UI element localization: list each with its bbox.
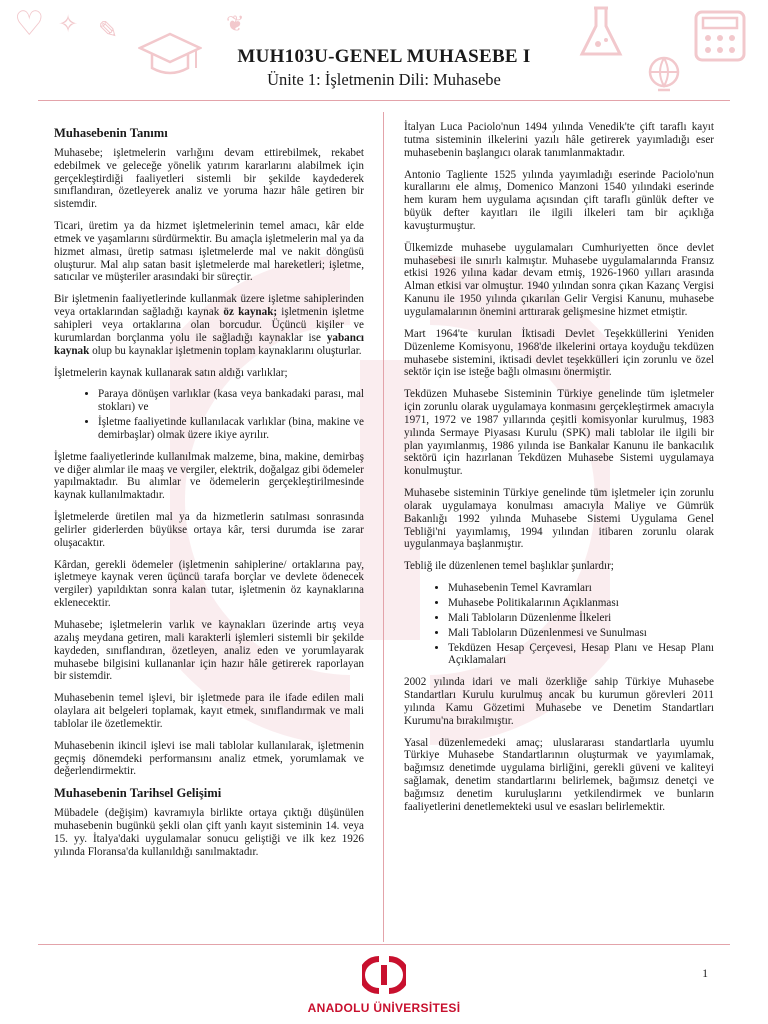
paragraph: Muhasebenin ikincil işlevi ise mali tablolar kullanılarak, işletmenin geçmiş dönemdeki performansını analiz etmek, yorumlamak ve değerlendirmektir. <box>54 739 364 778</box>
list-item: • Paraya dönüşen varlıklar (kasa veya bankadaki parası, mal stokları) ve <box>98 388 364 414</box>
paragraph: Ülkemizde muhasebe uygulamaları Cumhuriyetten önce devlet muhasebesi ile sınırlı kalmıştır. Muhasebe uygulamalarında Fransız etkisi 1926 yılına kadar devam etmiş, 1926-1960 yılları arasında Alman etkisi var olmuştur. 1940 yılından sonra çıkan Kazanç Vergisi Kanunu ile 1950 yılında çıkarılan Gelir Vergisi Kanunu, muhasebe uygulamalarının önemini arttırarak gelişmesine hizmet etmiştir. <box>404 241 714 318</box>
paragraph: Kârdan, gerekli ödemeler (işletmenin sahiplerine/ ortaklarına pay, işletmeye kaynak veren üçüncü tarafa borçlar ve devlete ödenecek vergiler) yapıldıktan sonra kalan tutar, işletmenin öz kaynaklarına eklenecektir. <box>54 558 364 610</box>
paragraph: 2002 yılında idari ve mali özerkliğe sahip Türkiye Muhasebe Standartları Kurulu kurulmuş ancak bu kurumun görevleri 2011 yılında Kamu Gözetimi Muhasebe ve Denetim Standartları Kurumu'na bırakılmıştır. <box>404 676 714 727</box>
list-item: • Muhasebe Politikalarının Açıklanması <box>448 597 714 610</box>
text-run: olup bu kaynaklar işletmenin toplam kaynaklarını oluşturlar. <box>89 344 362 357</box>
paragraph: İşletmelerde üretilen mal ya da hizmetlerin satılması sonrasında gelirler giderlerden büyükse ortaya kâr, tersi durumda ise zarar oluşacaktır. <box>54 511 364 549</box>
pencil-doodle-icon: ✎ <box>98 16 119 44</box>
column-divider <box>383 112 384 942</box>
section-heading-history: Muhasebenin Tarihsel Gelişimi <box>54 786 222 801</box>
university-name: ANADOLU ÜNİVERSİTESİ <box>307 1001 461 1015</box>
left-column <box>54 121 364 868</box>
list-item: • Muhasebenin Temel Kavramları <box>448 582 714 595</box>
unit-subtitle: Ünite 1: İşletmenin Dili: Muhasebe <box>267 70 501 89</box>
paragraph: Muhasebe; işletmelerin varlığını devam ettirebilmek, rekabet edebilmek ve geleceğe yönelik yatırım kararlarını alabilmek için gerçekleştirdiği faaliyetleri sistemli bir şekilde kaydederek sınıflandıran, özetleyerek analiz ve yoruma hazır hâle getiren bir sistemdir. <box>54 146 364 211</box>
paragraph-equity <box>54 293 364 357</box>
text-run: işletmenin işletme sahipleri veya ortaklarına olan borcudur. Üçüncü kişiler ve kurumlardan borçlanma yolu ile sağladığı kaynaklar ise <box>54 306 364 344</box>
heart-doodle-icon: ♡ <box>14 4 45 44</box>
paragraph: Tekdüzen Muhasebe Sisteminin Türkiye genelinde tüm işletmeler için zorunlu olarak uygulamaya konmasını gerçekleştirmek amacıyla 1971, 1972 ve 1987 yıllarında çeşitli komisyonlar kurulmuş, 1983 yılında Sermaye Piyasası Kurulu (SPK) mali tablolar ile ilgili bir plan yayımlanmış, 1986 yılında ise Bankalar Kanunu ile bankacılık sektörü için hazırlanan Tekdüzen Muhasebe Sistemi uygulamaya konulmuştur. <box>404 388 714 478</box>
paragraph: Muhasebe sisteminin Türkiye genelinde tüm işletmeler için zorunlu olarak uygulamaya konulması amacıyla Maliye ve Gümrük Bakanlığı 1992 yılında Muhasebe Sistemi Uygulama Genel Tebliği'ni yayımlamış, 1994 yılından itibaren zorunlu olarak uygulanmaya başlanmıştır. <box>404 487 714 551</box>
right-column <box>404 121 714 823</box>
text-run: Bir işletmenin faaliyetlerinde kullanmak üzere işletme sahiplerinden veya ortaklarından sağladığı kaynak <box>54 293 364 319</box>
asset-list <box>54 388 364 441</box>
section-heading-definition: Muhasebenin Tanımı <box>54 126 168 140</box>
list-item: • Mali Tabloların Düzenlenme İlkeleri <box>448 612 714 625</box>
paragraph: İtalyan Luca Paciolo'nun 1494 yılında Venedik'te çift taraflı kayıt tutma sisteminin ilkelerini yazılı hâle getirerek yayımladığı eser muhasebenin başlangıcı olarak tanımlanmaktadır. <box>404 121 714 159</box>
paragraph: Muhasebenin temel işlevi, bir işletmede para ile ifade edilen mali olaylara ait belgeleri toplamak, kayıt etmek, sınıflandırmak ve mali tablolar ile özetlemektir. <box>54 692 364 730</box>
apple-doodle-icon: ❦ <box>226 12 245 37</box>
header-rule <box>38 100 730 101</box>
term-yabanci-kaynak: yabancı kaynak <box>54 331 364 357</box>
paragraph: Antonio Tagliente 1525 yılında yayımladığı eserinde Paciolo'nun kurallarını ele almış, Domenico Manzoni 1540 yılındaki eserinde hem kuram hem uygulama açısından çift taraflı günlük defter ve büyük defter kayıtları ile ilgili ilkeleri tam bir açıklığa kavuşturmuştur. <box>404 168 714 232</box>
paragraph: Muhasebe; işletmelerin varlık ve kaynakları üzerinde artış veya azalış meydana getiren, mali karakterli işlemleri sistemli bir şekilde kaydeden, sınıflandıran, özetleyen, analiz eden ve yorumlayarak muhasebe bilgisini kullananlar için hazır hâle getirerek raporlayan bir sistemdir. <box>54 619 364 683</box>
paragraph: Yasal düzenlemedeki amaç; uluslararası standartlarla uyumlu Türkiye Muhasebe Standartlarının oluşturmak ve yayımlamak, bağımsız denetimde uygulama birliğini, gerekli güveni ve kaliteyi sağlamak, denetim standartlarını belirlemek, bağımsız denetçi ve bağımsız denetim kuruluşlarını yetkilendirmek ve bunların faaliyetlerini denetlemekteki usul ve esasları belirlemektir. <box>404 736 714 813</box>
university-logo <box>304 956 464 1015</box>
page-number: 1 <box>702 968 708 980</box>
paragraph: İşletme faaliyetlerinde kullanılmak malzeme, bina, makine, demirbaş ve diğer alımlar ile maaş ve vergiler, elektrik, doğalgaz gibi ödemeler yapılmaktadır. Bu alımlar ve ödemelerin gerçekleştirilmesinde kaynak kullanılmaktadır. <box>54 450 364 502</box>
document-header <box>0 46 768 90</box>
paragraph: İşletmelerin kaynak kullanarak satın aldığı varlıklar; <box>54 366 288 379</box>
list-item: • Mali Tabloların Düzenlenmesi ve Sunulması <box>448 627 714 640</box>
paragraph: Mart 1964'te kurulan İktisadi Devlet Teşekküllerini Yeniden Düzenleme Komisyonu, 1968'de ilkelerini ortaya koyduğu tekdüzen muhasebe sistemini, iktisadi devlet teşekkülleri için zorunlu ve özel sektör için ise isteğe bağlı olmasını önermiştir. <box>404 327 714 379</box>
paragraph: Ticari, üretim ya da hizmet işletmelerinin temel amacı, kâr elde etmek ve yaşamlarını sürdürmektir. Bu amaçla işletmelerin mal ya da hizmet alması, üretip satması işletmelerde mal ve nakit döngüsü oluşturur. Mal alıp satan basit işletmelerde mal hareketleri; işletme, satıcılar ve müşteriler arasındaki bir süreçtir. <box>54 220 364 284</box>
paragraph: Mübadele (değişim) kavramıyla birlikte ortaya çıktığı düşünülen muhasebenin bugünkü şekli olan çift yanlı kayıt sisteminin 14. veya 15. yy. İtalya'daki uygulamalar sonucu geliştiği ve ilk kez 1926 yılında Floransa'da kullanıldığı sanılmaktadır. <box>54 807 364 858</box>
anadolu-emblem-icon <box>362 956 406 994</box>
list-item: • İşletme faaliyetinde kullanılacak varlıklar (bina, makine ve demirbaşlar) olmak üzere ikiye ayrılır. <box>98 416 364 442</box>
term-oz-kaynak: öz kaynak; <box>223 306 278 319</box>
star-doodle-icon: ✧ <box>58 10 79 38</box>
paragraph: Tebliğ ile düzenlenen temel başlıklar şunlardır; <box>404 560 614 573</box>
course-title: MUH103U-GENEL MUHASEBE I <box>237 46 531 67</box>
footer-rule <box>38 944 730 945</box>
communique-topics-list <box>404 582 714 667</box>
list-item: • Tekdüzen Hesap Çerçevesi, Hesap Planı ve Hesap Planı Açıklamaları <box>448 642 714 668</box>
